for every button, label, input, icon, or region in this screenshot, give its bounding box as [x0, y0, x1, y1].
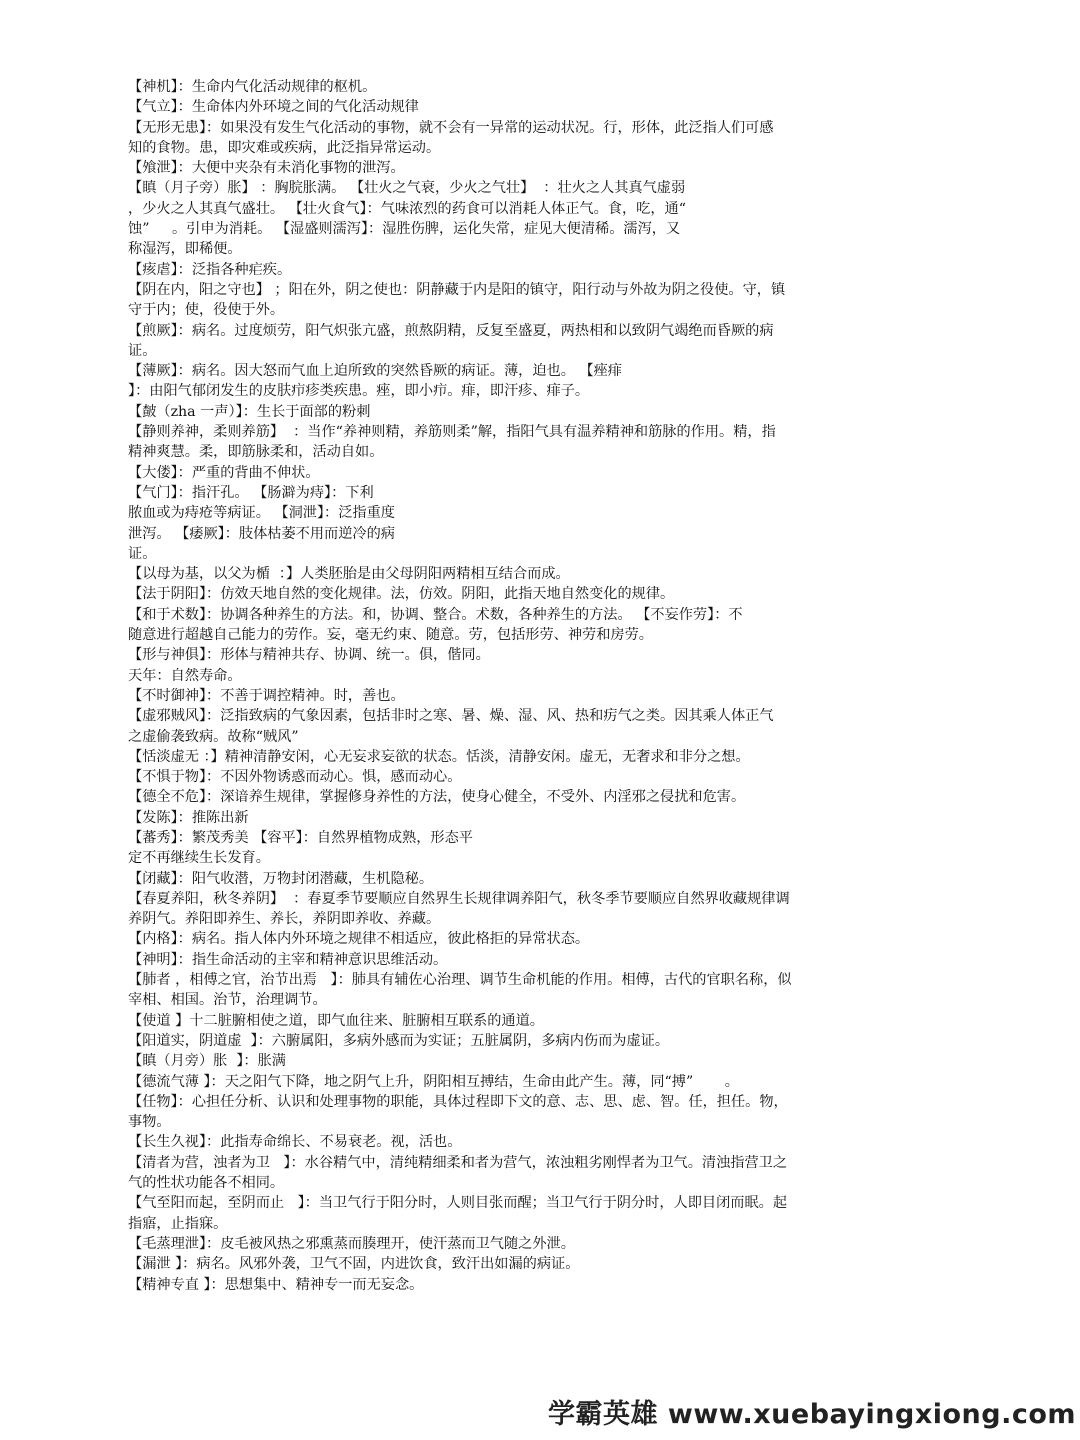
text-line: 【虚邪贼风】：泛指致病的气象因素，包括非时之寒、暑、燥、湿、风、热和疠气之类。因其乘人体正气: [128, 708, 774, 725]
text-line: 养阴气。养阳即养生、养长，养阴即养收、养藏。: [128, 911, 441, 928]
text-line: 【漏泄 】：病名。风邪外袭，卫气不固，内进饮食，致汗出如漏的病证。: [128, 1256, 580, 1273]
text-line: 【形与神俱】：形体与精神共存、协调、统一。俱，偕同。: [128, 647, 490, 664]
document-body: [128, 77, 888, 1295]
text-line: 【神明】：指生命活动的主宰和精神意识思维活动。: [128, 951, 448, 968]
text-line: 【发陈】：推陈出新: [128, 809, 249, 826]
text-line: 事物。: [128, 1114, 171, 1131]
text-line: 【阳道实，阴道虚 】：六腑属阳，多病外感而为实证；五脏属阴，多病内伤而为虚证。: [128, 1032, 670, 1049]
text-line: 【瞋（月子旁）胀】 ：胸脘胀满。 【壮火之气衰，少火之气壮】 ：壮火之人其真气虚弱: [128, 180, 686, 197]
text-line: 证。: [128, 342, 157, 359]
text-line: 精神爽慧。柔，即筋脉柔和，活动自如。: [128, 444, 384, 461]
text-line: 脓血或为痔疮等病证。 【洞泄】：泛指重度: [128, 505, 395, 522]
text-line: 指寤，止指寐。: [128, 1215, 228, 1232]
text-line: 】：由阳气郁闭发生的皮肤疖疹类疾患。痤，即小疖。痱，即汗疹、痱子。: [128, 383, 590, 400]
text-line: 宰相、相国。治节，治理调节。: [128, 992, 327, 1009]
text-line: 【闭藏】：阳气收潜，万物封闭潜藏，生机隐秘。: [128, 870, 434, 887]
text-line: 称湿泻，即稀便。: [128, 241, 242, 258]
text-line: 【气立】：生命体内外环境之间的气化活动规律: [128, 99, 419, 116]
site-watermark: 学霸英雄 www.xuebayingxiong.com: [548, 1399, 1077, 1430]
text-line: 【使道 】十二脏腑相使之道，即气血往来、脏腑相互联系的通道。: [128, 1012, 544, 1029]
text-line: 【法于阴阳】：仿效天地自然的变化规律。法，仿效。阴阳，此指天地自然变化的规律。: [128, 586, 675, 603]
text-line: 【春夏养阳，秋冬养阴】 ：春夏季节要顺应自然界生长规律调养阳气，秋冬季节要顺应自然界收藏规律调: [128, 890, 790, 907]
text-line: 之虚偷袭致病。故称“贼风”: [128, 728, 299, 745]
text-line: 【肺者 ，相傅之官，治节出焉 】：肺具有辅佐心治理、调节生命机能的作用。相傅，古代的官职名称，似: [128, 972, 792, 989]
text-line: 【阴在内，阳之守也】 ；阳在外，阴之使也：阴静藏于内是阳的镇守，阳行动与外故为阴之役使。守，镇: [128, 281, 786, 298]
text-line: 【德全不危】：深谙养生规律，掌握修身养性的方法，使身心健全，不受外、内淫邪之侵扰和危害。: [128, 789, 746, 806]
text-line: 【内格】：病名。指人体内外环境之规律不相适应，彼此格拒的异常状态。: [128, 931, 590, 948]
text-line: 天年：自然寿命。: [128, 667, 242, 684]
text-line: 气的性状功能各不相同。: [128, 1175, 285, 1192]
text-line: 【薄厥】：病名。因大怒而气血上迫所致的突然昏厥的病证。薄，迫也。 【痤痱: [128, 363, 622, 380]
text-line: 【大偻】：严重的背曲不伸状。: [128, 464, 320, 481]
text-line: 【德流气薄 】：天之阳气下降，地之阴气上升，阴阳相互搏结，生命由此产生。薄，同“搏” 。: [128, 1073, 739, 1090]
text-line: 【以母为基，以父为楯 ：】人类胚胎是由父母阴阳两精相互结合而成。: [128, 566, 570, 583]
text-line: 【皶（zha 一声）】：生长于面部的粉刺: [128, 403, 371, 420]
text-line: 【痎虐】：泛指各种疟疾。: [128, 261, 292, 278]
text-line: 【不惧于物】：不因外物诱惑而动心。惧，感而动心。: [128, 769, 462, 786]
text-line: 知的食物。患，即灾难或疾病，此泛指异常运动。: [128, 139, 441, 156]
text-line: 【神机】：生命内气化活动规律的枢机。: [128, 79, 377, 95]
text-line: 随意进行超越自己能力的劳作。妄，毫无约束、随意。劳，包括形劳、神劳和房劳。: [128, 627, 653, 644]
text-line: 蚀” 。引申为消耗。 【湿盛则濡泻】：湿胜伤脾，运化失常，症见大便清稀。濡泻，又: [128, 221, 681, 238]
text-line: 证。: [128, 545, 157, 562]
text-line: 【毛蒸理泄】：皮毛被风热之邪熏蒸而腠理开，使汗蒸而卫气随之外泄。: [128, 1235, 575, 1252]
text-line: 【蕃秀】：繁茂秀美 【容平】：自然界植物成熟，形态平: [128, 829, 473, 846]
text-line: 【瞋（月旁）胀 】：胀满: [128, 1053, 286, 1070]
text-line: 【气至阳而起，至阴而止 】：当卫气行于阳分时，人则目张而醒；当卫气行于阴分时，人即目闭而眠。起: [128, 1195, 788, 1212]
text-line: 守于内；使，役使于外。: [128, 302, 285, 319]
text-line: 【气门】：指汗孔。 【肠澼为痔】：下利: [128, 484, 374, 501]
text-line: ，少火之人其真气盛壮。 【壮火食气】：气味浓烈的药食可以消耗人体正气。食，吃，通“: [128, 200, 686, 217]
text-line: 【不时御神】：不善于调控精神。时，善也。: [128, 687, 405, 704]
text-line: 【恬淡虚无 ：】精神清静安闲，心无妄求妄欲的状态。恬淡，清静安闲。虚无，无奢求和非分之想。: [128, 748, 750, 765]
text-line: 泄泻。 【痿厥】：肢体枯萎不用而逆冷的病: [128, 525, 395, 542]
text-line: 【清者为营，浊者为卫 】：水谷精气中，清纯精细柔和者为营气，浓浊粗劣刚悍者为卫气。清浊指营卫之: [128, 1154, 788, 1171]
text-line: 【和于术数】：协调各种养生的方法。和，协调、整合。术数，各种养生的方法。 【不妄作劳】：不: [128, 606, 743, 623]
text-line: 【任物】：心担任分析、认识和处理事物的职能，具体过程即下文的意、志、思、虑、智。任，担任。物，: [128, 1093, 788, 1110]
text-line: 【静则养神，柔则养筋】 ：当作“养神则精，养筋则柔”解，指阳气具有温养精神和筋脉的作用。精，指: [128, 424, 776, 441]
text-line: 定不再继续生长发育。: [128, 850, 270, 867]
text-line: 【精神专直 】：思想集中、精神专一而无妄念。: [128, 1276, 424, 1293]
text-line: 【长生久视】：此指寿命绵长、不易衰老。视，活也。: [128, 1134, 462, 1151]
text-line: 【无形无患】：如果没有发生气化活动的事物，就不会有一异常的运动状况。行，形体，此泛指人们可感: [128, 119, 774, 136]
text-line: 【煎厥】：病名。过度烦劳，阳气炽张亢盛，煎熬阴精，反复至盛夏，两热相和以致阴气竭绝而昏厥的病: [128, 322, 774, 339]
text-line: 【飧泄】：大便中夹杂有未消化事物的泄泻。: [128, 160, 405, 177]
